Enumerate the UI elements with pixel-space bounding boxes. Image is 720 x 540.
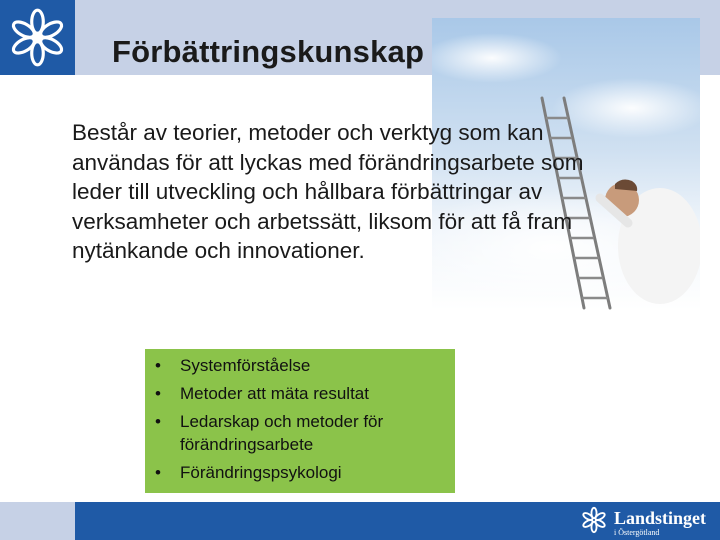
bullet-marker: • xyxy=(155,412,161,431)
flower-emblem-icon xyxy=(6,6,69,69)
list-item xyxy=(155,354,445,377)
list-item-text: Systemförståelse xyxy=(180,356,311,375)
header-logo xyxy=(0,0,75,75)
slide-title: Förbättringskunskap xyxy=(112,34,425,69)
list-item-text: Förändringspsykologi xyxy=(180,463,342,482)
bullet-marker: • xyxy=(155,384,161,403)
flower-emblem-icon xyxy=(580,506,608,534)
intro-paragraph: Består av teorier, metoder och verktyg som kan användas för att lyckas med förändringsarbete som leder till utveckling och hållbara förbättringar av verksamheter och arbetssätt, liksom för att få fram nytänkande och innovationer. xyxy=(72,120,584,263)
list-item xyxy=(155,382,445,405)
bullet-marker: • xyxy=(155,356,161,375)
list-item xyxy=(155,461,445,484)
brand-name: Landstinget xyxy=(614,508,707,528)
list-item xyxy=(155,410,445,456)
bullet-marker: • xyxy=(155,463,161,482)
footer-band xyxy=(0,502,720,540)
bullet-list xyxy=(155,354,445,484)
footer-accent xyxy=(0,502,75,540)
list-item-text: Ledarskap och metoder för förändringsarbete xyxy=(180,412,384,454)
list-item-text: Metoder att mäta resultat xyxy=(180,384,369,403)
brand-subtitle: i Östergötland xyxy=(614,528,660,537)
bullet-list-box xyxy=(145,349,455,493)
